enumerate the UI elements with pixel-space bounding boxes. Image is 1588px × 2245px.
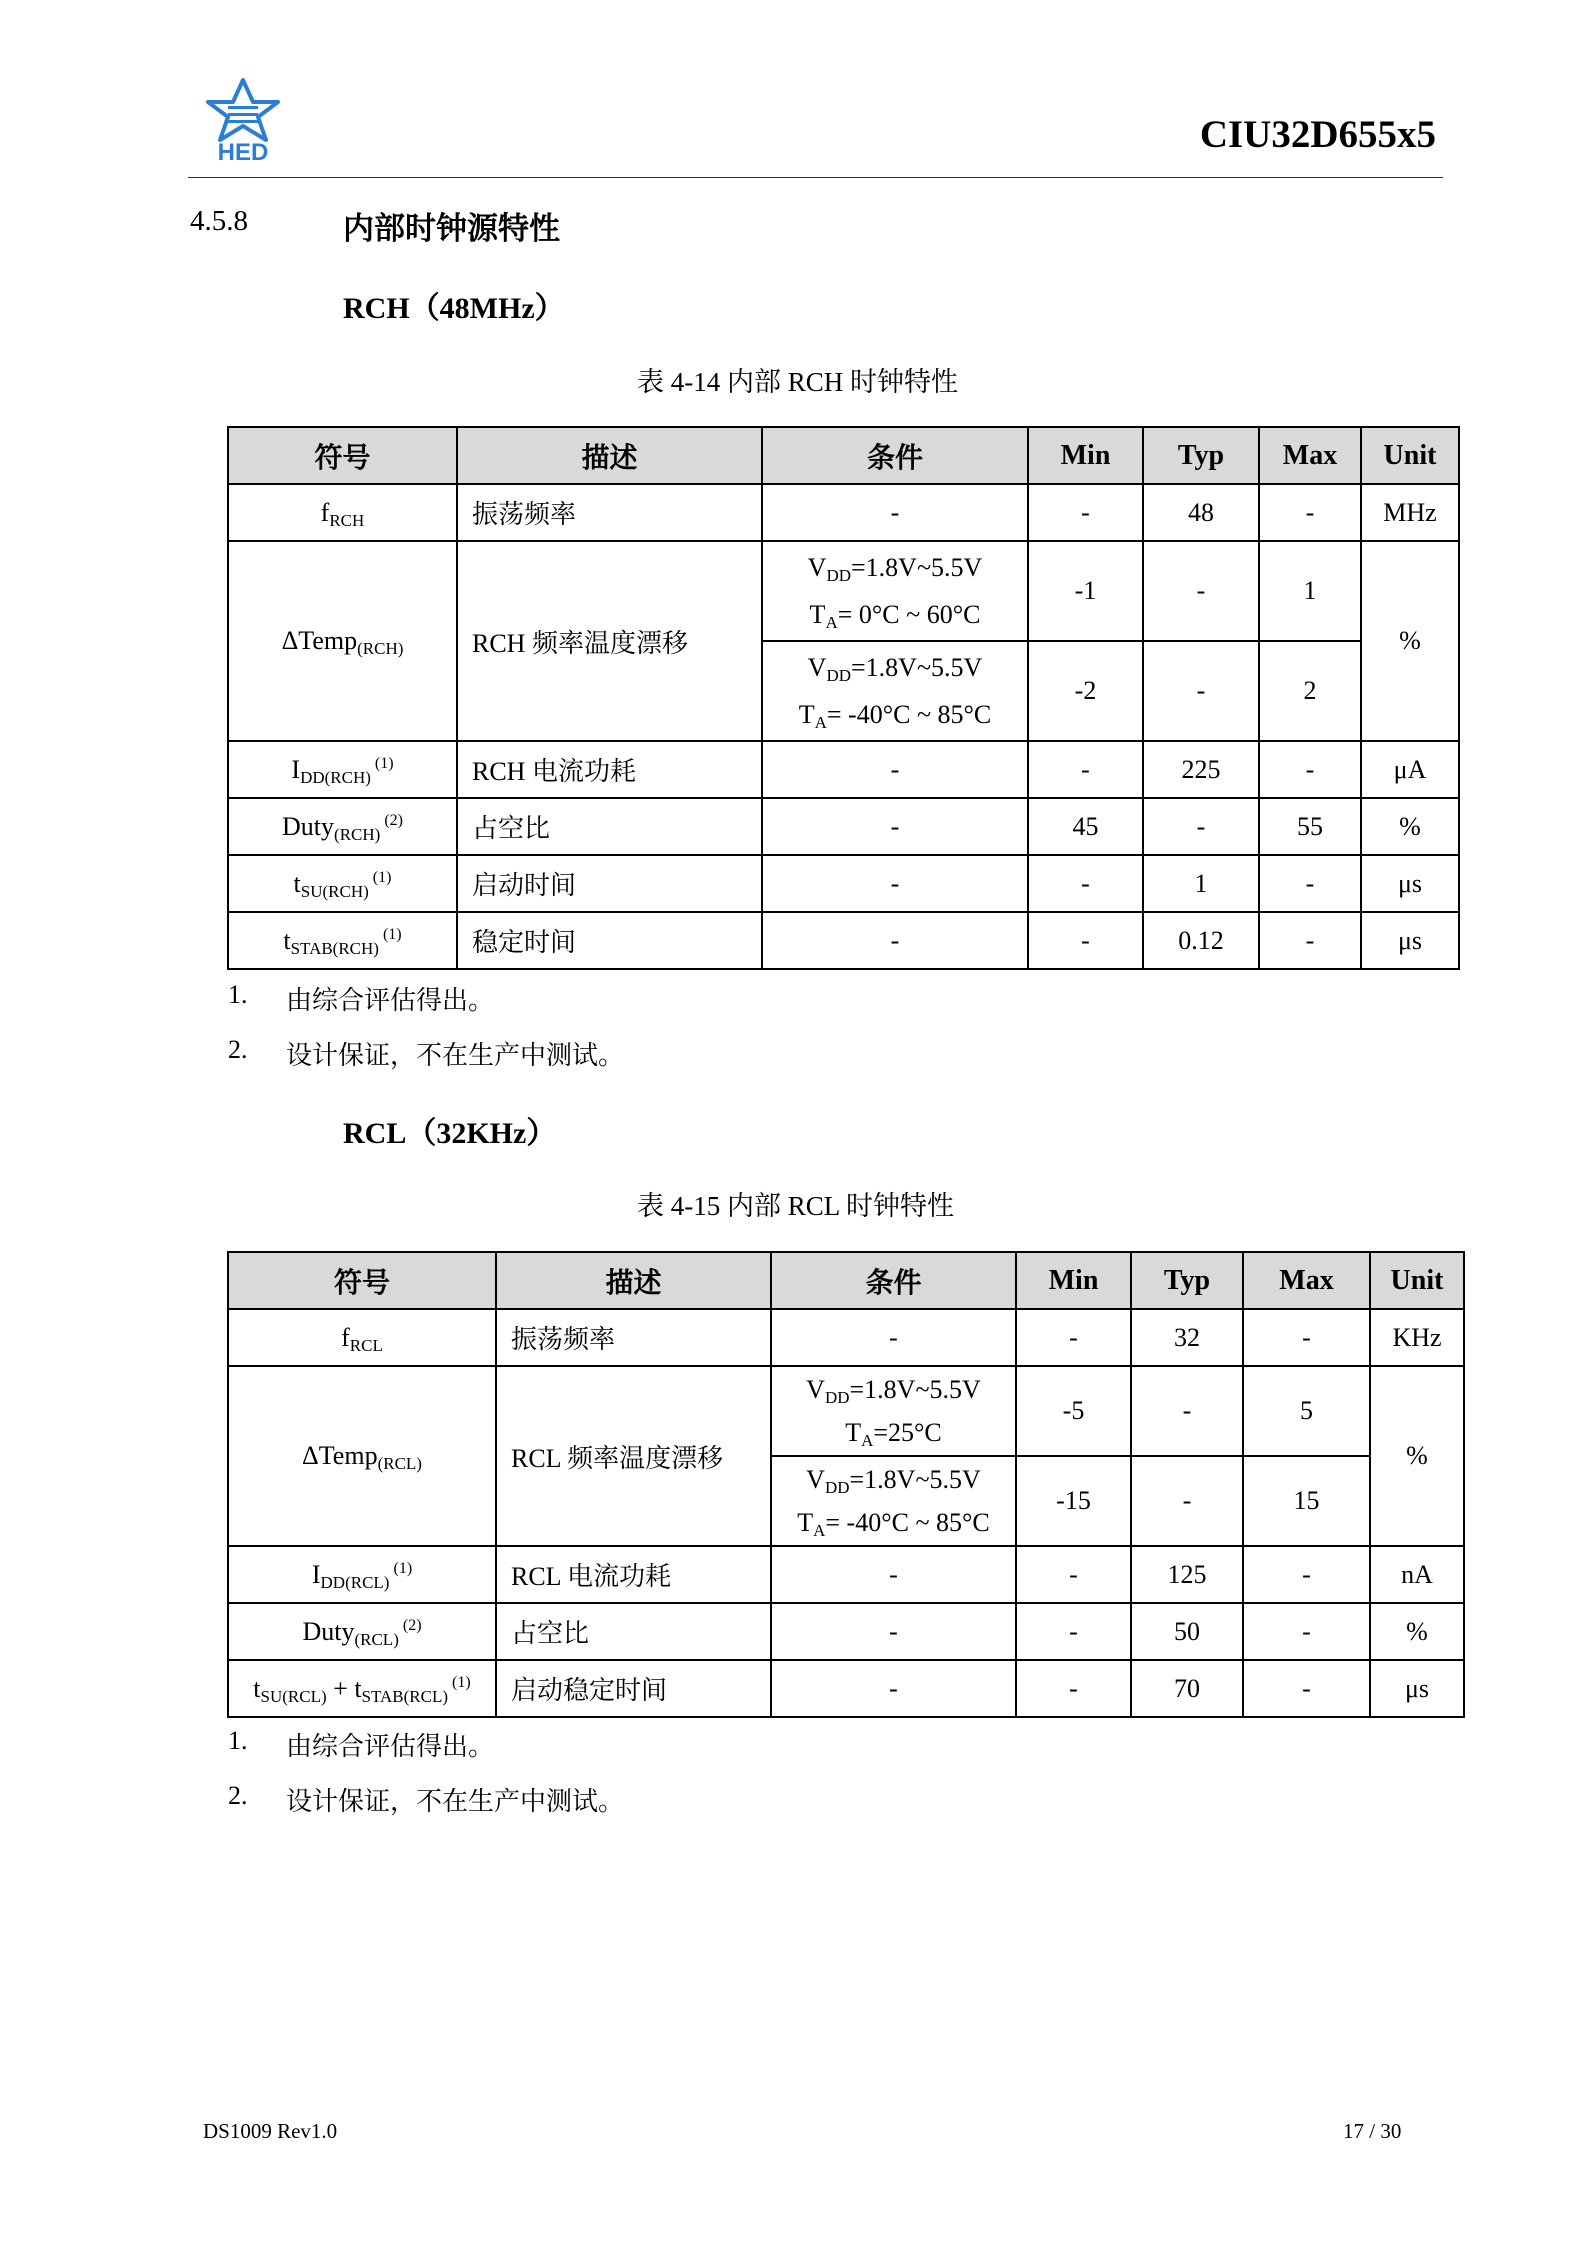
- rcl-subtitle: RCL（32KHz）: [343, 1117, 557, 1150]
- max-cell: -: [1243, 1546, 1370, 1603]
- svg-text:HED: HED: [217, 139, 269, 162]
- unit-cell: %: [1370, 1603, 1464, 1660]
- typ-cell: 70: [1131, 1660, 1243, 1717]
- header-typ: Typ: [1131, 1252, 1243, 1309]
- table-row: [228, 798, 1459, 855]
- symbol-cell: $t_{STAB(RCH)}^{(1)}$: [228, 912, 457, 969]
- typ-cell: 50: [1131, 1603, 1243, 1660]
- header-max: Max: [1243, 1252, 1370, 1309]
- typ-cell: 0.12: [1143, 912, 1259, 969]
- unit-cell: %: [1370, 1366, 1464, 1546]
- symbol-cell: $t_{SU(RCL)} + t_{STAB(RCL)}^{(1)}$: [228, 1660, 496, 1717]
- table-row: [228, 1309, 1464, 1366]
- footer-page-number: 17 / 30: [1343, 2119, 1402, 2143]
- min-cell: -: [1028, 912, 1143, 969]
- condition-cell: -: [771, 1660, 1016, 1717]
- min-cell: -5: [1016, 1366, 1131, 1456]
- symbol-cell: $I_{DD(RCL)}^{(1)}$: [228, 1546, 496, 1603]
- condition-cell: -: [762, 912, 1028, 969]
- description-cell: RCH 电流功耗: [457, 741, 762, 798]
- description-cell: 启动稳定时间: [496, 1660, 771, 1717]
- unit-cell: nA: [1370, 1546, 1464, 1603]
- max-cell: 2: [1259, 641, 1361, 741]
- table-row: [228, 484, 1459, 541]
- min-cell: -: [1016, 1309, 1131, 1366]
- condition-cell: -: [762, 484, 1028, 541]
- min-cell: -: [1016, 1603, 1131, 1660]
- header-symbol: 符号: [228, 427, 457, 484]
- min-cell: -: [1028, 741, 1143, 798]
- unit-cell: μs: [1370, 1660, 1464, 1717]
- symbol-cell: ΔTemp$_{(RCH)}$: [228, 541, 457, 741]
- table-row: [228, 855, 1459, 912]
- rcl-table-caption: 表 4-15 内部 RCL 时钟特性: [637, 1191, 954, 1221]
- condition-cell: $V_{DD}=1.8V\sim 5.5V$ $T_A= -40^\circ C$ ~ 85°C: [771, 1456, 1016, 1546]
- table-header-row: [228, 1252, 1464, 1309]
- condition-cell: $V_{DD}=1.8V\sim 5.5V$ $T_A= -40^\circ C$ ~ 85°C: [762, 641, 1028, 741]
- header-max: Max: [1259, 427, 1361, 484]
- description-cell: 振荡频率: [496, 1309, 771, 1366]
- symbol-cell: $I_{DD(RCH)}^{(1)}$: [228, 741, 457, 798]
- condition-cell: -: [762, 798, 1028, 855]
- typ-cell: 225: [1143, 741, 1259, 798]
- max-cell: -: [1243, 1603, 1370, 1660]
- min-cell: -: [1028, 855, 1143, 912]
- description-cell: RCL 电流功耗: [496, 1546, 771, 1603]
- condition-cell: -: [771, 1546, 1016, 1603]
- description-cell: 占空比: [457, 798, 762, 855]
- max-cell: -: [1259, 912, 1361, 969]
- table-row: [228, 541, 1459, 641]
- max-cell: -: [1259, 484, 1361, 541]
- description-cell: 启动时间: [457, 855, 762, 912]
- min-cell: -1: [1028, 541, 1143, 641]
- header-description: 描述: [496, 1252, 771, 1309]
- condition-cell: -: [762, 855, 1028, 912]
- description-cell: 稳定时间: [457, 912, 762, 969]
- rch-subtitle: RCH（48MHz）: [343, 292, 565, 325]
- rch-spec-table: [227, 426, 1460, 970]
- typ-cell: 48: [1143, 484, 1259, 541]
- table-row: [228, 1366, 1464, 1456]
- unit-cell: KHz: [1370, 1309, 1464, 1366]
- list-item: 1. 由综合评估得出。: [228, 1726, 495, 1761]
- table-header-row: [228, 427, 1459, 484]
- condition-cell: -: [771, 1603, 1016, 1660]
- max-cell: -: [1259, 855, 1361, 912]
- header-symbol: 符号: [228, 1252, 496, 1309]
- condition-cell: -: [771, 1309, 1016, 1366]
- table-row: [228, 1660, 1464, 1717]
- condition-cell: $V_{DD}=1.8V\sim 5.5V$ $T_A= 0^\circ C$ ~ 60°C: [762, 541, 1028, 641]
- rcl-notes: [228, 1726, 624, 1836]
- list-item: 1. 由综合评估得出。: [228, 980, 495, 1015]
- footer-doc-id: DS1009 Rev1.0: [203, 2119, 338, 2143]
- unit-cell: MHz: [1361, 484, 1459, 541]
- typ-cell: -: [1143, 641, 1259, 741]
- unit-cell: μs: [1361, 912, 1459, 969]
- max-cell: -: [1259, 741, 1361, 798]
- unit-cell: μA: [1361, 741, 1459, 798]
- symbol-cell: Duty$_{(RCL)}^{(2)}$: [228, 1603, 496, 1660]
- min-cell: -: [1016, 1546, 1131, 1603]
- typ-cell: 32: [1131, 1309, 1243, 1366]
- max-cell: 5: [1243, 1366, 1370, 1456]
- rcl-spec-table: [227, 1251, 1465, 1718]
- header-description: 描述: [457, 427, 762, 484]
- header-divider: [188, 177, 1443, 178]
- document-title: CIU32D655x5: [1199, 113, 1436, 156]
- header-condition: 条件: [762, 427, 1028, 484]
- table-row: [228, 1546, 1464, 1603]
- typ-cell: -: [1131, 1366, 1243, 1456]
- header-min: Min: [1016, 1252, 1131, 1309]
- description-cell: RCH 频率温度漂移: [457, 541, 762, 741]
- symbol-cell: $f_{RCL}$: [228, 1309, 496, 1366]
- unit-cell: μs: [1361, 855, 1459, 912]
- header-condition: 条件: [771, 1252, 1016, 1309]
- section-number: 4.5.8: [190, 205, 248, 237]
- typ-cell: -: [1143, 798, 1259, 855]
- min-cell: -15: [1016, 1456, 1131, 1546]
- unit-cell: %: [1361, 798, 1459, 855]
- max-cell: 1: [1259, 541, 1361, 641]
- max-cell: 15: [1243, 1456, 1370, 1546]
- condition-cell: $V_{DD}=1.8V\sim 5.5V$ $T_A=25^\circ C$: [771, 1366, 1016, 1456]
- min-cell: -2: [1028, 641, 1143, 741]
- header-unit: Unit: [1370, 1252, 1464, 1309]
- max-cell: -: [1243, 1660, 1370, 1717]
- symbol-cell: $f_{RCH}$: [228, 484, 457, 541]
- min-cell: -: [1016, 1660, 1131, 1717]
- min-cell: -: [1028, 484, 1143, 541]
- table-row: [228, 912, 1459, 969]
- table-row: [228, 1603, 1464, 1660]
- rch-notes: [228, 980, 624, 1090]
- description-cell: 振荡频率: [457, 484, 762, 541]
- condition-cell: -: [762, 741, 1028, 798]
- max-cell: -: [1243, 1309, 1370, 1366]
- symbol-cell: ΔTemp$_{(RCL)}$: [228, 1366, 496, 1546]
- header-min: Min: [1028, 427, 1143, 484]
- typ-cell: -: [1143, 541, 1259, 641]
- typ-cell: -: [1131, 1456, 1243, 1546]
- rch-table-caption: 表 4-14 内部 RCH 时钟特性: [637, 367, 959, 397]
- table-row: [228, 741, 1459, 798]
- section-title: 内部时钟源特性: [343, 211, 560, 246]
- header-unit: Unit: [1361, 427, 1459, 484]
- list-item: 2. 设计保证，不在生产中测试。: [228, 1035, 625, 1070]
- min-cell: 45: [1028, 798, 1143, 855]
- max-cell: 55: [1259, 798, 1361, 855]
- symbol-cell: $t_{SU(RCH)}^{(1)}$: [228, 855, 457, 912]
- symbol-cell: Duty$_{(RCH)}^{(2)}$: [228, 798, 457, 855]
- typ-cell: 125: [1131, 1546, 1243, 1603]
- list-item: 2. 设计保证，不在生产中测试。: [228, 1781, 625, 1816]
- hed-logo: [198, 76, 288, 162]
- unit-cell: %: [1361, 541, 1459, 741]
- header-typ: Typ: [1143, 427, 1259, 484]
- description-cell: 占空比: [496, 1603, 771, 1660]
- typ-cell: 1: [1143, 855, 1259, 912]
- description-cell: RCL 频率温度漂移: [496, 1366, 771, 1546]
